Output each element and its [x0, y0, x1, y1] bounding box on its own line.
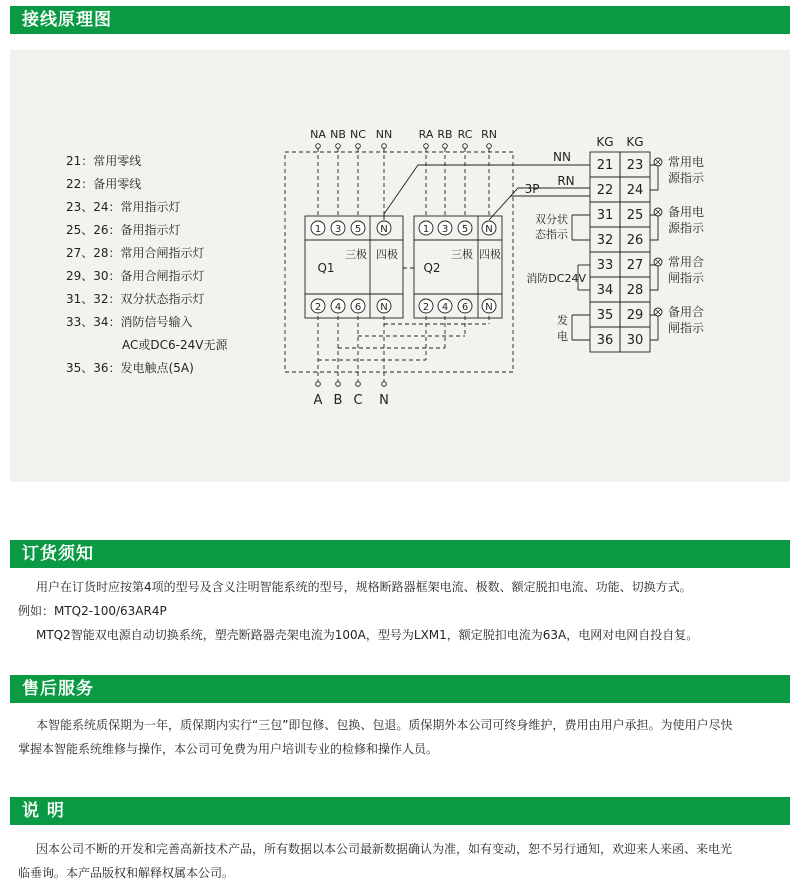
terminal-number: 32: [596, 233, 614, 248]
legend-item: 27、28：常用合闸指示灯: [66, 246, 205, 260]
notes-paragraph-continuation: 临垂询。本产品版权和解释权属本公司。: [18, 866, 235, 880]
lamp-label: 闸指示: [668, 321, 705, 335]
input-terminal-label: NB: [330, 128, 346, 141]
q2-label: Q2: [423, 261, 441, 275]
input-terminal-label: NA: [310, 128, 326, 141]
ordering-paragraph: 用户在订货时应按第4项的型号及含义注明智能系统的型号，规格断路器框架电流、极数、额定脱扣电流、功能、切换方式。: [36, 580, 692, 594]
legend-item-continuation: AC或DC6-24V无源: [122, 338, 228, 352]
q2-top-terminal: 1: [422, 224, 430, 235]
section-title-ordering: 订货须知: [22, 544, 94, 564]
kg-left-header: KG: [596, 135, 614, 149]
q1-bottom-terminal: 4: [334, 302, 342, 313]
legend-item: 33、34：消防信号输入: [66, 315, 193, 329]
section-title-notes: 说 明: [22, 801, 65, 821]
lamp-label: 闸指示: [668, 271, 705, 285]
input-terminal-label: RC: [457, 128, 473, 141]
legend-item: 35、36：发电触点(5A): [66, 361, 194, 375]
terminal-number: 29: [626, 308, 644, 323]
q2-four-pole-label: 四极: [479, 248, 501, 261]
section-header-service: [10, 675, 790, 703]
q2-bottom-terminal: N: [485, 302, 493, 313]
generator-label: 电: [557, 330, 568, 343]
output-terminal-label: A: [313, 393, 323, 408]
terminal-number: 27: [626, 258, 644, 273]
legend-item: 31、32：双分状态指示灯: [66, 292, 205, 306]
q1-label: Q1: [317, 261, 335, 275]
output-terminal-label: B: [333, 393, 343, 408]
lamp-label: 常用合: [668, 255, 705, 269]
dual-off-label: 双分状: [535, 213, 568, 226]
terminal-number: 21: [596, 158, 614, 173]
q2-bottom-terminal: 6: [461, 302, 469, 313]
terminal-number: 23: [626, 158, 644, 173]
service-paragraph: 本智能系统质保期为一年，质保期内实行“三包”即包修、包换、包退。质保期外本公司可终身维护，费用由用户承担。为使用户尽快: [36, 718, 733, 732]
terminal-number: 22: [596, 183, 614, 198]
input-terminal-label: RB: [437, 128, 453, 141]
output-terminal-label: N: [379, 393, 389, 408]
kg-right-header: KG: [626, 135, 644, 149]
lamp-label: 备用电: [668, 205, 705, 219]
generator-label: 发: [557, 314, 568, 327]
terminal-number: 31: [596, 208, 614, 223]
legend-item: 25、26：备用指示灯: [66, 223, 181, 237]
q1-bottom-terminal: 6: [354, 302, 362, 313]
terminal-number: 25: [626, 208, 644, 223]
line-label-rn: RN: [557, 174, 575, 188]
lamp-label: 备用合: [668, 305, 705, 319]
q2-top-terminal: 3: [441, 224, 449, 235]
terminal-number: 35: [596, 308, 614, 323]
terminal-number: 36: [596, 333, 614, 348]
lamp-label: 源指示: [668, 221, 705, 235]
lamp-label: 源指示: [668, 171, 705, 185]
q1-top-terminal: 3: [334, 224, 342, 235]
ordering-example: 例如：MTQ2-100/63AR4P: [18, 604, 167, 618]
terminal-number: 34: [596, 283, 614, 298]
notes-paragraph: 因本公司不断的开发和完善高新技术产品，所有数据以本公司最新数据确认为准，如有变动，恕不另行通知，欢迎来人来函、来电光: [36, 842, 733, 856]
terminal-number: 30: [626, 333, 644, 348]
q2-poles-label: 三极: [451, 248, 473, 261]
legend-item: 22：备用零线: [66, 177, 142, 191]
terminal-number: 33: [596, 258, 614, 273]
legend-item: 21：常用零线: [66, 154, 142, 168]
input-terminal-label: NN: [375, 128, 393, 141]
legend-item: 23、24：常用指示灯: [66, 200, 181, 214]
output-terminal-label: C: [353, 393, 363, 408]
terminal-number: 28: [626, 283, 644, 298]
q1-four-pole-label: 四极: [376, 248, 398, 261]
q1-top-terminal: N: [380, 224, 388, 235]
q1-poles-label: 三极: [345, 248, 367, 261]
line-label-3p: 3P: [524, 182, 540, 196]
q2-bottom-terminal: 2: [422, 302, 430, 313]
q2-bottom-terminal: 4: [441, 302, 449, 313]
line-label-nn: NN: [553, 150, 571, 164]
ordering-example-description: MTQ2智能双电源自动切换系统，塑壳断路器壳架电流为100A，型号为LXM1，额定脱扣电流为63A，电网对电网自投自复。: [36, 628, 699, 642]
section-header-ordering: [10, 540, 790, 568]
input-terminal-label: RA: [418, 128, 434, 141]
lamp-label: 常用电: [668, 155, 705, 169]
q1-top-terminal: 1: [314, 224, 322, 235]
q1-bottom-terminal: 2: [314, 302, 322, 313]
input-terminal-label: NC: [350, 128, 366, 141]
section-title-wiring: 接线原理图: [22, 10, 112, 30]
input-terminal-label: RN: [481, 128, 497, 141]
fire-signal-label: 消防DC24V: [526, 272, 586, 285]
q2-top-terminal: N: [485, 224, 493, 235]
section-title-service: 售后服务: [22, 679, 94, 699]
section-header-notes: [10, 797, 790, 825]
terminal-number: 26: [626, 233, 644, 248]
dual-off-label: 态指示: [535, 228, 568, 241]
legend-item: 29、30：备用合闸指示灯: [66, 269, 205, 283]
q1-top-terminal: 5: [354, 224, 362, 235]
terminal-number: 24: [626, 183, 644, 198]
q1-bottom-terminal: N: [380, 302, 388, 313]
q2-top-terminal: 5: [461, 224, 469, 235]
service-paragraph-continuation: 掌握本智能系统维修与操作，本公司可免费为用户培训专业的检修和操作人员。: [18, 742, 439, 756]
